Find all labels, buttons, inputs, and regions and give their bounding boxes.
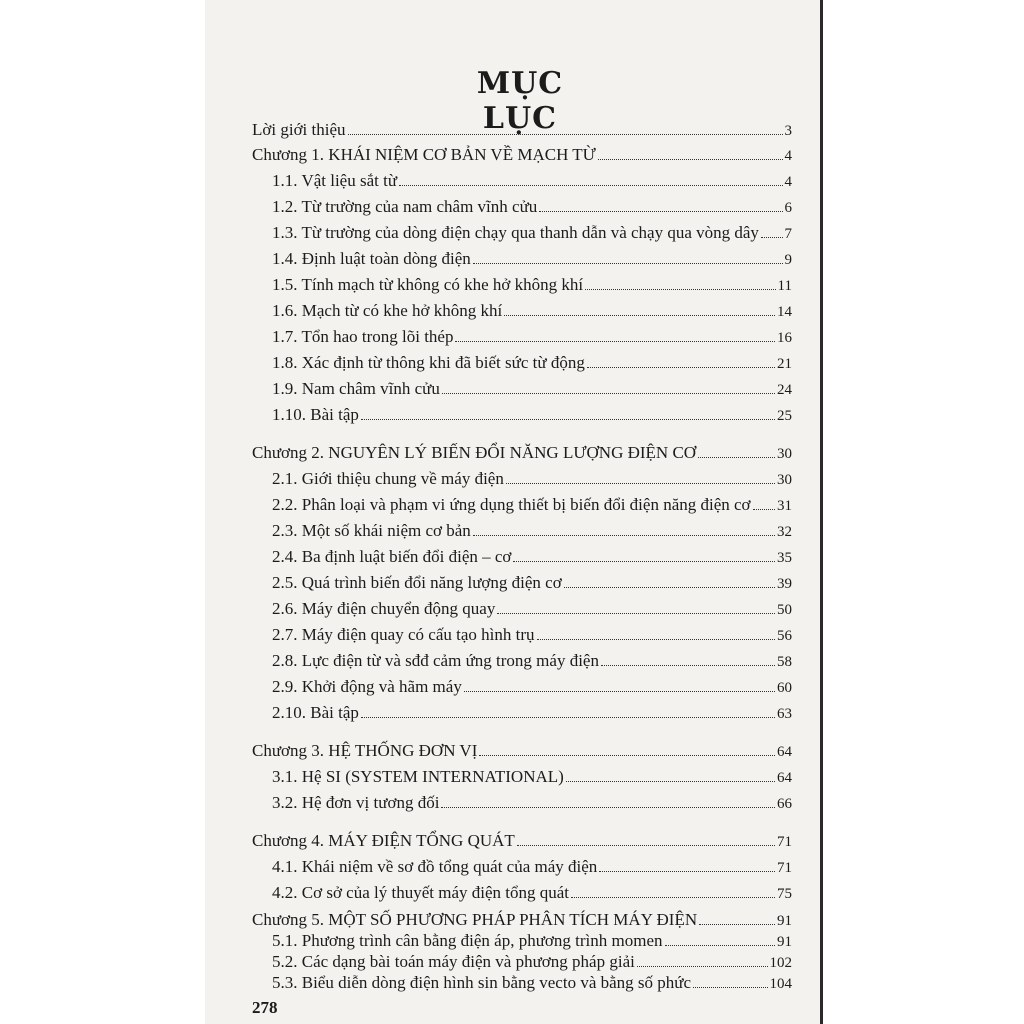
- toc-entry-page: 50: [777, 602, 792, 618]
- toc-entry-label: 2.6. Máy điện chuyển động quay: [272, 599, 496, 618]
- toc-entry-label: 1.6. Mạch từ có khe hở không khí: [272, 301, 503, 320]
- toc-entry-page: 4: [784, 174, 792, 190]
- toc-entry-label: 1.10. Bài tập: [272, 405, 359, 424]
- toc-entry-page: 91: [777, 913, 792, 929]
- toc-entry: [272, 195, 792, 219]
- toc-entry-page: 32: [777, 524, 792, 540]
- leader-dots: [539, 197, 782, 212]
- toc-entry: [272, 675, 792, 699]
- toc-entry-page: 66: [777, 796, 792, 812]
- toc-entry-label: 1.8. Xác định từ thông khi đã biết sức từ động: [272, 353, 585, 372]
- leader-dots: [473, 249, 783, 264]
- toc-entry-label: 1.7. Tổn hao trong lõi thép: [272, 327, 454, 346]
- toc-entry: [272, 351, 792, 375]
- toc-entry: [272, 649, 792, 673]
- toc-entry-label: 2.2. Phân loại và phạm vi ứng dụng thiết bị biến đổi điện năng điện cơ: [272, 495, 751, 514]
- leader-dots: [699, 910, 775, 925]
- toc-entry-page: 30: [777, 472, 792, 488]
- toc-entry: [272, 545, 792, 569]
- toc-entry-label: 2.9. Khởi động và hãm máy: [272, 677, 462, 696]
- leader-dots: [348, 120, 783, 135]
- toc-entry-page: 58: [777, 654, 792, 670]
- toc-entry-label: 1.2. Từ trường của nam châm vĩnh cửu: [272, 197, 538, 216]
- toc-entry-label: Chương 2. NGUYÊN LÝ BIẾN ĐỔI NĂNG LƯỢNG ĐIỆN CƠ: [252, 443, 697, 462]
- toc-entry-label: Chương 3. HỆ THỐNG ĐƠN VỊ: [252, 741, 478, 760]
- leader-dots: [693, 973, 767, 988]
- toc-entry-label: 5.3. Biểu diễn dòng điện hình sin bằng vecto và bằng số phức: [272, 973, 692, 992]
- toc-entry: [272, 881, 792, 905]
- toc-entry-page: 3: [784, 123, 792, 139]
- leader-dots: [506, 469, 775, 484]
- leader-dots: [698, 443, 775, 458]
- toc-entry: [272, 855, 792, 879]
- leader-dots: [361, 703, 775, 718]
- toc-entry-label: Chương 1. KHÁI NIỆM CƠ BẢN VỀ MẠCH TỪ: [252, 145, 596, 164]
- toc-entry-label: 2.10. Bài tập: [272, 703, 359, 722]
- leader-dots: [566, 767, 775, 782]
- toc-entry: [272, 519, 792, 543]
- toc-entry-label: 1.4. Định luật toàn dòng điện: [272, 249, 471, 268]
- toc-entry: [252, 118, 792, 142]
- toc-entry-label: 1.3. Từ trường của dòng điện chạy qua thanh dẫn và chạy qua vòng dây: [272, 223, 759, 242]
- leader-dots: [455, 327, 775, 342]
- leader-dots: [464, 677, 775, 692]
- leader-dots: [601, 651, 775, 666]
- leader-dots: [442, 379, 775, 394]
- toc-entry-page: 71: [777, 834, 792, 850]
- leader-dots: [564, 573, 775, 588]
- toc-entry-label: 2.5. Quá trình biến đổi năng lượng điện cơ: [272, 573, 562, 592]
- toc-entry-label: 4.2. Cơ sở của lý thuyết máy điện tổng quát: [272, 883, 570, 902]
- toc-entry-page: 102: [769, 955, 792, 971]
- toc-entry-page: 6: [784, 200, 792, 216]
- toc-chapter: [252, 143, 792, 167]
- toc-entry: [272, 169, 792, 193]
- toc-entry-label: 1.5. Tính mạch từ không có khe hở không khí: [272, 275, 584, 294]
- toc-entry-label: 3.2. Hệ đơn vị tương đối: [272, 793, 440, 812]
- page-edge: [820, 0, 823, 1024]
- leader-dots: [761, 223, 783, 238]
- toc-entry-page: 25: [777, 408, 792, 424]
- toc-entry-page: 9: [784, 252, 792, 268]
- toc-entry-page: 64: [777, 770, 792, 786]
- toc-entry-page: 104: [769, 976, 792, 992]
- toc-entry-page: 39: [777, 576, 792, 592]
- toc-entry-label: 2.8. Lực điện từ và sđđ cảm ứng trong máy điện: [272, 651, 599, 670]
- toc-entry: [272, 377, 792, 401]
- leader-dots: [399, 171, 782, 186]
- leader-dots: [513, 547, 775, 562]
- leader-dots: [517, 831, 775, 846]
- toc-entry: [272, 623, 792, 647]
- leader-dots: [599, 857, 775, 872]
- leader-dots: [587, 353, 775, 368]
- toc-entry: [272, 597, 792, 621]
- toc-entry-page: 4: [784, 148, 792, 164]
- toc-entry-label: Chương 4. MÁY ĐIỆN TỔNG QUÁT: [252, 831, 515, 850]
- toc-entry-label: 5.2. Các dạng bài toán máy điện và phương pháp giải: [272, 952, 635, 971]
- leader-dots: [361, 405, 775, 420]
- toc-entry: [272, 247, 792, 271]
- toc-entry-page: 16: [777, 330, 792, 346]
- toc-entry-label: 1.9. Nam châm vĩnh cửu: [272, 379, 440, 398]
- leader-dots: [637, 952, 768, 967]
- toc-entry-label: Lời giới thiệu: [252, 120, 346, 139]
- toc-entry: [272, 493, 792, 517]
- toc-entry-label: 2.4. Ba định luật biến đổi điện – cơ: [272, 547, 512, 566]
- toc-entry-page: 71: [777, 860, 792, 876]
- toc-entry-label: 4.1. Khái niệm về sơ đồ tổng quát của máy điện: [272, 857, 598, 876]
- toc-entry-page: 14: [777, 304, 792, 320]
- toc-entry: [272, 221, 792, 245]
- toc-entry-page: 75: [777, 886, 792, 902]
- leader-dots: [665, 931, 775, 946]
- toc-entry-page: 21: [777, 356, 792, 372]
- toc-entry-page: 30: [777, 446, 792, 462]
- toc-entry-page: 63: [777, 706, 792, 722]
- leader-dots: [473, 521, 775, 536]
- toc-entry-label: 2.7. Máy điện quay có cấu tạo hình trụ: [272, 625, 535, 644]
- toc-entry: [272, 971, 792, 995]
- toc-entry: [272, 467, 792, 491]
- toc-entry-page: 60: [777, 680, 792, 696]
- toc-entry: [272, 403, 792, 427]
- leader-dots: [571, 883, 775, 898]
- page-title: MỤC LỤC: [476, 66, 564, 136]
- toc-entry-label: 3.1. Hệ SI (SYSTEM INTERNATIONAL): [272, 767, 564, 786]
- toc-entry-label: 2.3. Một số khái niệm cơ bản: [272, 521, 471, 540]
- toc-chapter: [252, 441, 792, 465]
- toc-chapter: [252, 829, 792, 853]
- toc-entry-label: 5.1. Phương trình cân bằng điện áp, phương trình momen: [272, 931, 663, 950]
- toc-entry: [272, 765, 792, 789]
- toc-entry-label: 1.1. Vật liệu sắt từ: [272, 171, 398, 190]
- toc-entry-page: 56: [777, 628, 792, 644]
- leader-dots: [479, 741, 775, 756]
- toc-entry-page: 91: [777, 934, 792, 950]
- toc-entry-page: 11: [777, 278, 792, 294]
- leader-dots: [537, 625, 776, 640]
- toc-entry-label: Chương 5. MỘT SỐ PHƯƠNG PHÁP PHÂN TÍCH MÁY ĐIỆN: [252, 910, 698, 929]
- leader-dots: [504, 301, 775, 316]
- leader-dots: [497, 599, 775, 614]
- toc-entry: [272, 299, 792, 323]
- toc-entry: [272, 571, 792, 595]
- toc-entry-label: 2.1. Giới thiệu chung về máy điện: [272, 469, 504, 488]
- toc-entry: [272, 701, 792, 725]
- leader-dots: [585, 275, 775, 290]
- toc-chapter: [252, 739, 792, 763]
- leader-dots: [753, 495, 775, 510]
- toc-entry-page: 35: [777, 550, 792, 566]
- toc-entry: [272, 273, 792, 297]
- toc-entry: [272, 791, 792, 815]
- toc-entry-page: 7: [784, 226, 792, 242]
- toc-entry: [272, 325, 792, 349]
- page-number: 278: [252, 998, 278, 1017]
- leader-dots: [441, 793, 775, 808]
- toc-entry-page: 24: [777, 382, 792, 398]
- toc-entry-page: 64: [777, 744, 792, 760]
- toc-entry-page: 31: [777, 498, 792, 514]
- leader-dots: [598, 145, 783, 160]
